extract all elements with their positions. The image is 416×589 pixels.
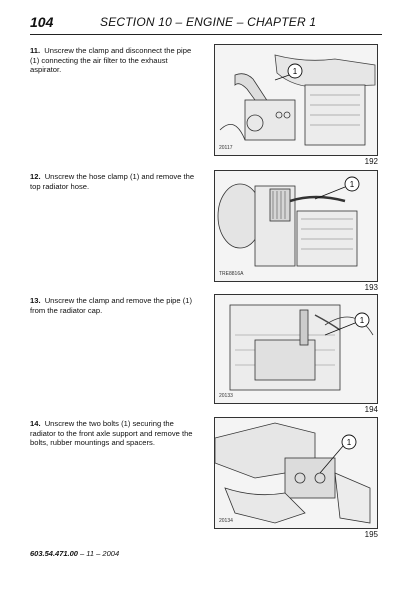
step-12 [30,172,200,191]
radiator-cap-illustration [215,295,377,403]
page-header [30,14,382,36]
figure-194 [214,294,378,404]
radiator-hose-illustration [215,171,377,281]
page-number: 104 [30,14,54,30]
engine-illustration [215,45,377,155]
step-13 [30,296,200,315]
callout-label: 1 [346,438,352,447]
photo-code: 20134 [219,518,233,524]
step-11 [30,46,200,75]
step-number: 11. [30,46,41,55]
footer-date: – 11 – 2004 [77,549,120,558]
step-number: 13. [30,296,41,305]
figure-number: 192 [364,157,378,166]
callout-label: 1 [359,316,365,325]
figure-number: 194 [364,405,378,414]
photo-code: 20133 [219,393,233,399]
figure-195 [214,417,378,529]
step-text: Unscrew the hose clamp (1) and remove the top radiator hose. [30,172,195,191]
step-text: Unscrew the clamp and remove the pipe (1) from the radiator cap. [30,296,192,315]
header-rule [30,34,382,35]
photo-code: 20117 [219,145,233,151]
step-14 [30,419,200,448]
step-text: Unscrew the clamp and disconnect the pipe (1) connecting the air filter to the exhaust aspirator. [30,46,192,74]
step-text: Unscrew the two bolts (1) securing the radiator to the front axle support and remove the bolts, rubber mountings and spacers. [30,419,193,447]
callout-label: 1 [349,180,355,189]
section-title: SECTION 10 – ENGINE – CHAPTER 1 [100,15,317,29]
axle-support-illustration [215,418,377,528]
step-number: 14. [30,419,41,428]
figure-193 [214,170,378,282]
callout-label: 1 [292,67,298,76]
step-number: 12. [30,172,41,181]
figure-number: 195 [364,530,378,539]
photo-code: TRE8816A [219,271,244,277]
figure-number: 193 [364,283,378,292]
page-footer [30,549,119,558]
part-number: 603.54.471.00 [30,549,78,558]
figure-192 [214,44,378,156]
